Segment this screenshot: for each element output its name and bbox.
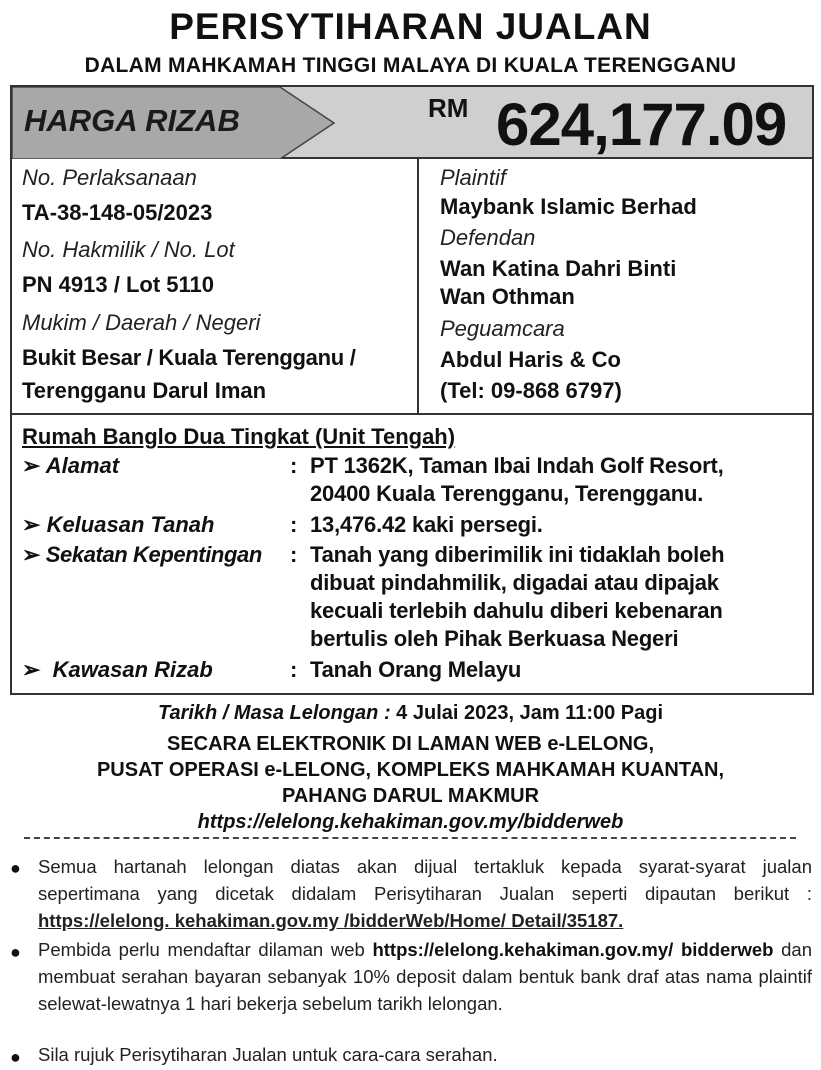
currency-label: RM (428, 93, 469, 123)
restriction-value-line3: kecuali terlebih dahulu diberi kebenaran (310, 598, 723, 623)
bullet-arrow-icon: ➢ (22, 453, 41, 478)
note-1-link[interactable]: https://elelong. kehakiman.gov.my /bidderWeb/Home/ Detail/35187. (38, 910, 624, 931)
address-value-line2: 20400 Kuala Terengganu, Terengganu. (310, 481, 704, 506)
lawyer-label: Peguamcara (440, 316, 565, 341)
reserve-price-band (12, 87, 812, 159)
restriction-value-line4: bertulis oleh Pihak Berkuasa Negeri (310, 626, 679, 651)
property-type-heading: Rumah Banglo Dua Tingkat (Unit Tengah) (22, 424, 456, 449)
page-subtitle: DALAM MAHKAMAH TINGGI MALAYA DI KUALA TERENGGANU (84, 54, 737, 77)
bullet-arrow-icon: ➢ (22, 657, 41, 682)
auction-date (0, 702, 821, 725)
restriction-value-line1: Tanah yang diberimilik ini tidaklah boleh (310, 542, 725, 567)
plaintiff-value: Maybank Islamic Berhad (440, 194, 697, 219)
address-value-line1: PT 1362K, Taman Ibai Indah Golf Resort, (310, 453, 724, 478)
restriction-label (22, 542, 262, 568)
dashed-separator (24, 837, 796, 839)
location-value-line2: Terengganu Darul Iman (22, 378, 267, 403)
exec-no-label: No. Perlaksanaan (22, 165, 197, 190)
note-bullet-3: ● (10, 1047, 21, 1067)
note-bullet-2: ● (10, 942, 21, 962)
area-label-text: Keluasan Tanah (46, 512, 215, 537)
location-value-line1: Bukit Besar / Kuala Terengganu / (22, 345, 356, 370)
area-label (22, 512, 214, 538)
note-2-link[interactable]: https://elelong.kehakiman.gov.my/ bidderweb (372, 939, 774, 960)
location-label: Mukim / Daerah / Negeri (22, 310, 261, 335)
note-3: Sila rujuk Perisytiharan Jualan untuk cara-cara serahan. (38, 1044, 498, 1065)
defendant-value-line2: Wan Othman (440, 284, 575, 309)
address-label (22, 453, 119, 479)
lawyer-value: Abdul Haris & Co (440, 347, 621, 372)
reserve-price-label: HARGA RIZAB (24, 103, 240, 138)
reserve-area-label-text: Kawasan Rizab (52, 657, 213, 682)
note-1-text: Semua hartanah lelongan diatas akan dijual tertakluk kepada syarat-syarat jualan sepertimana yang dicetak didalam Perisytiharan Jualan seperti dipautan berikut : (38, 856, 812, 904)
address-colon: : (290, 453, 298, 478)
note-2-pre: Pembida perlu mendaftar dilaman web (38, 939, 365, 960)
page-title: PERISYTIHARAN JUALAN (169, 6, 652, 47)
title-no-value: PN 4913 / Lot 5110 (22, 272, 214, 297)
exec-no-value: TA-38-148-05/2023 (22, 200, 213, 225)
bullet-arrow-icon: ➢ (22, 542, 41, 567)
title-no-label: No. Hakmilik / No. Lot (22, 237, 235, 262)
auction-venue-line1: SECARA ELEKTRONIK DI LAMAN WEB e-LELONG, (166, 733, 655, 755)
section-divider (12, 413, 812, 415)
note-2-post: dan membuat serahan bayaran sebanyak 10% deposit dalam bentuk bank draf atas nama plaintif selewat-lewatnya 1 hari bekerja sebelum tarikh lelongan. (38, 939, 813, 1014)
auction-date-label: Tarikh / Masa Lelongan : (157, 702, 391, 724)
reserve-area-colon: : (290, 657, 298, 682)
restriction-colon: : (290, 542, 298, 567)
auction-venue-line3: PAHANG DARUL MAKMUR (281, 785, 540, 807)
note-2 (38, 936, 812, 1017)
defendant-value-line1: Wan Katina Dahri Binti (440, 256, 677, 281)
lawyer-tel: (Tel: 09-868 6797) (440, 378, 622, 403)
note-bullet-1: ● (10, 858, 21, 878)
auction-venue-line2: PUSAT OPERASI e-LELONG, KOMPLEKS MAHKAMAH KUANTAN, (96, 759, 725, 781)
column-divider (417, 159, 419, 413)
address-label-text: Alamat (45, 453, 120, 478)
bullet-arrow-icon: ➢ (22, 512, 41, 537)
auction-date-value: 4 Julai 2023, Jam 11:00 Pagi (396, 702, 664, 724)
area-value: 13,476.42 kaki persegi. (310, 512, 543, 537)
restriction-value-line2: dibuat pindahmilik, digadai atau dipajak (310, 570, 719, 595)
restriction-label-text: Sekatan Kepentingan (45, 542, 262, 567)
defendant-label: Defendan (440, 225, 536, 250)
reserve-area-value: Tanah Orang Melayu (310, 657, 522, 682)
reserve-area-label (22, 657, 213, 683)
reserve-price-amount: 624,177.09 (496, 91, 787, 158)
note-1 (38, 853, 812, 934)
plaintiff-label: Plaintif (440, 165, 507, 190)
sale-details-box (10, 85, 814, 695)
auction-url[interactable]: https://elelong.kehakiman.gov.my/bidderweb (197, 811, 624, 833)
area-colon: : (290, 512, 298, 537)
